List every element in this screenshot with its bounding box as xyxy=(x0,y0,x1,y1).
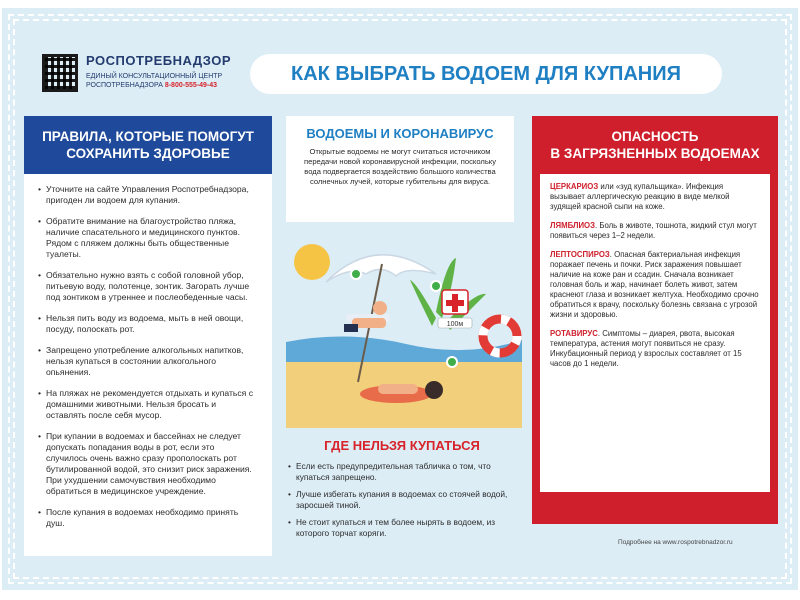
forbidden-list xyxy=(286,453,518,539)
covid-heading: ВОДОЕМЫ И КОРОНАВИРУС xyxy=(306,126,494,141)
list-item: • На пляжах не рекомендуется отдыхать и купаться с домашними животными. Нельзя бросать и оставлять после себя мусор. xyxy=(38,388,258,421)
infection-term: РОТАВИРУС xyxy=(550,329,598,338)
info-marker-icon xyxy=(351,269,361,279)
list-item: • Если есть предупредительная табличка о том, что купаться запрещено. xyxy=(288,461,512,483)
beach-illustration xyxy=(286,222,522,428)
infection-description: или «зуд купальщика». Инфекция вызывает аллергическую реакцию в виде мелкой зудящей красной сыпи на коже. xyxy=(550,182,730,211)
infection-term: ЛЕПТОСПИРОЗ xyxy=(550,250,610,259)
forbidden-heading: ГДЕ НЕЛЬЗЯ КУПАТЬСЯ xyxy=(324,438,480,453)
list-item: • После купания в водоемах необходимо принять душ. xyxy=(38,507,258,529)
list-item: • Запрещено употребление алкогольных напитков, нельзя купаться в состоянии алкогольного опьянения. xyxy=(38,345,258,378)
infection-description: . Боль в животе, тошнота, жидкий стул могут появиться через 1–2 недели. xyxy=(550,221,757,240)
forbidden-card xyxy=(286,428,518,554)
footer-link[interactable]: Подробнее на www.rospotrebnadzor.ru xyxy=(618,539,733,546)
brand-sub-line-1: ЕДИНЫЙ КОНСУЛЬТАЦИОННЫЙ ЦЕНТР xyxy=(86,73,223,80)
danger-heading xyxy=(532,116,778,174)
covid-card xyxy=(286,116,514,222)
qr-code-icon xyxy=(42,54,78,92)
sunbathing-man-icon xyxy=(344,301,390,332)
sign-distance-label: 100м xyxy=(446,321,464,328)
list-item: • Нельзя пить воду из водоема, мыть в ней овощи, посуду, полоскать рот. xyxy=(38,313,258,335)
list-item: • Обратите внимание на благоустройство пляжа, наличие спасательного и медицинского пунктов. Рядом с пляжем должны быть общественные туалеты. xyxy=(38,216,258,260)
list-item: • При купании в водоемах и бассейнах не следует допускать попадания воды в рот, если это случилось очень важно сразу прополоскать рот бутилированной водой, это снизит риск заражения. При ухудшении самочувствия необходимо обратиться в медицинское учреждение. xyxy=(38,431,258,497)
danger-heading-line-2: В ЗАГРЯЗНЕННЫХ ВОДОЕМАХ xyxy=(550,146,760,161)
brand-logo xyxy=(42,54,231,92)
list-item: • Лучше избегать купания в водоемах со стоячей водой, заросшей тиной. xyxy=(288,489,512,511)
infection-term: ЛЯМБЛИОЗ xyxy=(550,221,596,230)
infection-item xyxy=(550,250,760,320)
list-item: • Не стоит купаться и тем более нырять в водоем, из которого торчат коряги. xyxy=(288,517,512,539)
info-marker-icon xyxy=(447,357,457,367)
sun-icon xyxy=(294,244,330,280)
infection-description: . Опасная бактериальная инфекция поражает печень и почки. Риск заражения повышает наличие на коже ран и ссадин. Сначала возникает головная боль и жар, начинает болеть живот, затем краснеют глаза и возникает желтуха. Необходимо срочно обратиться к врачу, поскольку болезнь связана с угрозой жизни и здоровью. xyxy=(550,250,759,319)
infection-term: ЦЕРКАРИОЗ xyxy=(550,182,599,191)
page-title: КАК ВЫБРАТЬ ВОДОЕМ ДЛЯ КУПАНИЯ xyxy=(250,54,722,94)
danger-card xyxy=(532,116,778,524)
danger-heading-line-1: ОПАСНОСТЬ xyxy=(611,129,699,144)
brand-sub-line-2: РОСПОТРЕБНАДЗОРА xyxy=(86,82,163,89)
infection-item xyxy=(550,221,760,241)
rules-list xyxy=(24,174,272,529)
rules-card xyxy=(24,116,272,556)
list-item: • Уточните на сайте Управления Роспотребнадзора, пригоден ли водоем для купания. xyxy=(38,184,258,206)
list-item: • Обязательно нужно взять с собой головной убор, питьевую воду, полотенце, зонтик. Загорать лучше под зонтиком в утреннее и послеобеденные часы. xyxy=(38,270,258,303)
brand-subtitle xyxy=(86,72,231,90)
infection-item xyxy=(550,182,760,212)
danger-summary: Кроме этих инфекций в воде можно заразиться гепатитами А и Е, холерой, дизентерией, сальмонеллёзом, эшерихиозом, и даже брюшным тифом. Специалисты Роспотребнадзора рекомендуют не рисковать и купаться только там, где это делать разрешено и безопасно. xyxy=(550,428,759,487)
covid-text: Открытые водоемы не могут считаться источником передачи новой коронавирусной инфекции, поскольку вода подвергается воздействию большого количества солнечных лучей, которые губительны для вируса. xyxy=(303,147,496,186)
infection-item xyxy=(550,329,760,369)
hotline-phone: 8-800-555-49-43 xyxy=(164,82,217,89)
info-marker-icon xyxy=(431,281,441,291)
infection-description: . Симптомы – диарея, рвота, высокая температура, астения могут появиться не сразу. Инкубационный период у взрослых составляет от 15 часов до 1 недели. xyxy=(550,329,742,368)
brand-name: РОСПОТРЕБНАДЗОР xyxy=(86,53,232,68)
rules-heading: ПРАВИЛА, КОТОРЫЕ ПОМОГУТ СОХРАНИТЬ ЗДОРОВЬЕ xyxy=(24,116,272,174)
